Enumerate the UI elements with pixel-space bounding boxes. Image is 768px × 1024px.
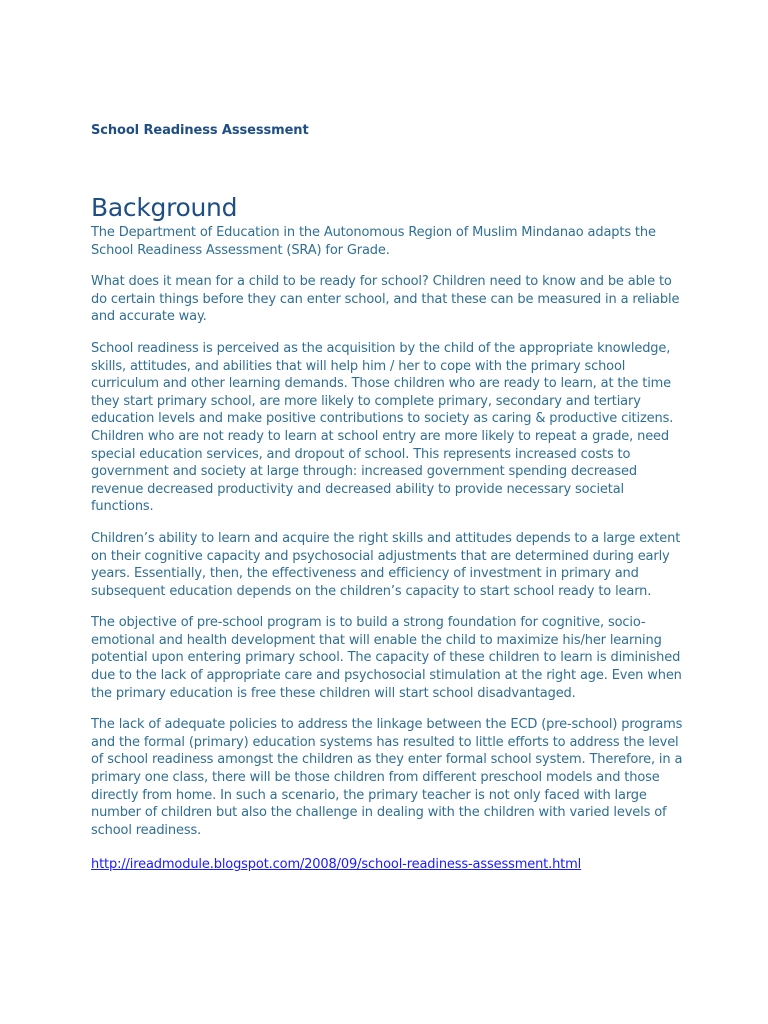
paragraph-policy-gap: The lack of adequate policies to address the linkage between the ECD (pre-school) programs and the formal (primary) education systems has resulted to little efforts to address the level of school readiness amongst the children as they enter formal school system. Therefore, in a primary one class, there will be those children from different preschool models and those directly from home. In such a scenario, the primary teacher is not only faced with large number of children but also the challenge in dealing with the children with varied levels of school readiness. bbox=[91, 717, 683, 838]
source-link[interactable]: http://ireadmodule.blogspot.com/2008/09/school-readiness-assessment.html bbox=[91, 857, 582, 873]
paragraph-childrens-ability: Children’s ability to learn and acquire the right skills and attitudes depends to a large extent on their cognitive capacity and psychosocial adjustments that are determined during early years. Essentially, then, the effectiveness and efficiency of investment in primary and subsequent education depends on the children’s capacity to start school ready to learn. bbox=[91, 530, 681, 599]
document-body bbox=[91, 224, 687, 874]
paragraph-intro: The Department of Education in the Autonomous Region of Muslim Mindanao adapts the School Readiness Assessment (SRA) for Grade. bbox=[91, 225, 656, 258]
paragraph-school-readiness: School readiness is perceived as the acquisition by the child of the appropriate knowledge, skills, attitudes, and abilities that will help him / her to cope with the primary school curriculum and other learning demands. Those children who are ready to learn, at the time they start primary school, are more likely to complete primary, secondary and tertiary education levels and make positive contributions to society as caring & productive citizens. Children who are not ready to learn at school entry are more likely to repeat a grade, need special education services, and dropout of school. This represents increased costs to government and society at large through: increased government spending decreased revenue decreased productivity and decreased ability to provide necessary societal functions. bbox=[91, 340, 674, 515]
section-heading-background: Background bbox=[91, 193, 238, 222]
paragraph-preschool-objective: The objective of pre-school program is to build a strong foundation for cognitive, socio-emotional and health development that will enable the child to maximize his/her learning potential upon entering primary school. The capacity of these children to learn is diminished due to the lack of appropriate care and psychosocial stimulation at the right age. Even when the primary education is free these children will start school disadvantaged. bbox=[91, 615, 682, 701]
paragraph-definition-question: What does it mean for a child to be ready for school? Children need to know and be able to do certain things before they can enter school, and that these can be measured in a reliable and accurate way. bbox=[91, 274, 680, 325]
document-title: School Readiness Assessment bbox=[91, 123, 309, 138]
